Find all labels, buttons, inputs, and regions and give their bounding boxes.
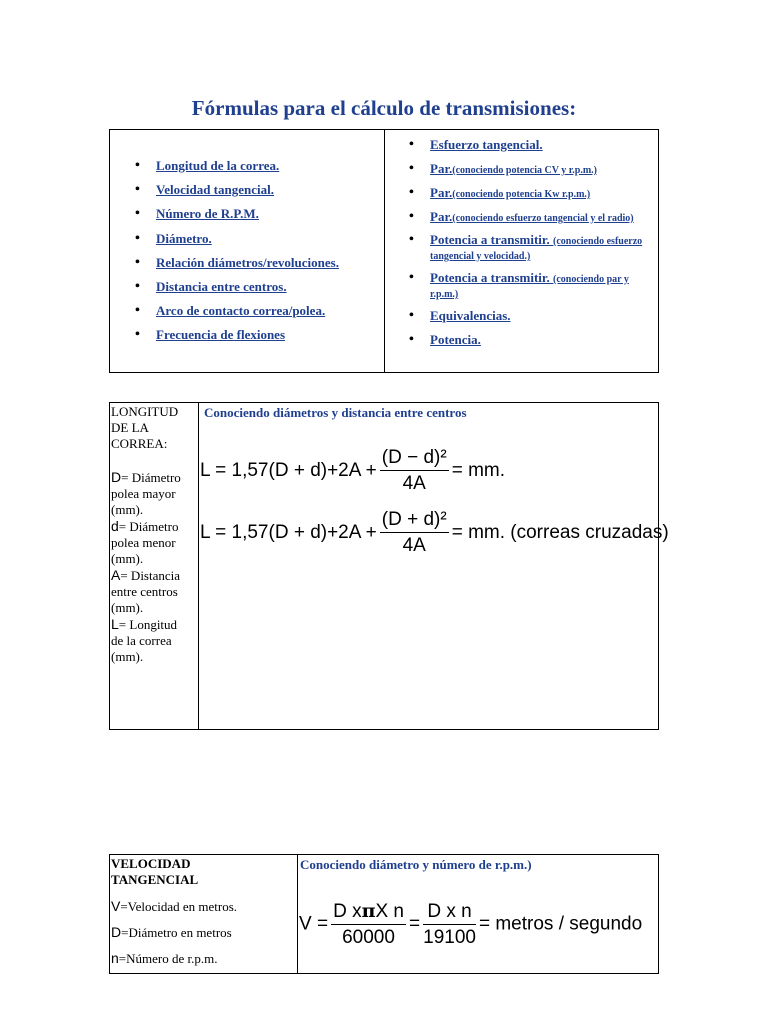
- toc-right-list: [406, 138, 658, 357]
- def-D: D= Diámetro polea mayor (mm).: [111, 469, 181, 517]
- def-L: L= Longitud de la correa (mm).: [111, 616, 178, 664]
- velocidad-section: [109, 854, 659, 974]
- longitud-subtitle: Conociendo diámetros y distancia entre centros: [204, 405, 467, 420]
- toc-link-velocidad[interactable]: • Velocidad tangencial.: [132, 182, 339, 206]
- toc-link-potencia-par[interactable]: • Potencia a transmitir. (conociendo par y r.p.m.): [406, 271, 658, 301]
- toc-left-list: [132, 158, 339, 352]
- velocidad-heading: VELOCIDAD TANGENCIAL: [111, 856, 199, 887]
- toc-link-arco[interactable]: • Arco de contacto correa/polea.: [132, 303, 339, 327]
- toc-link-equivalencias[interactable]: • Equivalencias.: [406, 309, 658, 325]
- def-A: A= Distancia entre centros (mm).: [111, 567, 181, 615]
- velocidad-divider: [297, 855, 298, 973]
- toc-link-par-kw[interactable]: • Par.(conociendo potencia Kw r.p.m.): [406, 186, 658, 202]
- toc-link-relacion[interactable]: • Relación diámetros/revoluciones.: [132, 255, 339, 279]
- toc-link-par-cv[interactable]: • Par.(conociendo potencia CV y r.p.m.): [406, 162, 658, 178]
- toc-link-potencia[interactable]: • Potencia.: [406, 333, 658, 349]
- def-D-metros: D=Diámetro en metros: [111, 924, 232, 940]
- toc-link-esfuerzo[interactable]: • Esfuerzo tangencial.: [406, 138, 658, 154]
- formula-velocidad: V = $\frac{\text{D xπX n}}{60000}$ = $\frac{\text{D x n}}{19100}$ = metros / segundo: [299, 900, 643, 948]
- page-title: Fórmulas para el cálculo de transmisiones:: [191, 96, 577, 120]
- toc-link-potencia-esfuerzo[interactable]: • Potencia a transmitir. (conociendo esfuerzo tangencial y velocidad.): [406, 233, 658, 263]
- velocidad-label-block: [111, 856, 295, 967]
- def-d: d= Diámetro polea menor (mm).: [111, 518, 179, 566]
- longitud-heading: LONGITUD DE LA CORREA:: [111, 404, 179, 451]
- longitud-section: [109, 402, 669, 730]
- formula-longitud-abierta: L = 1,57(D + d)+2A + $\frac{\text{(D − d)²}}{4A}$ = mm.: [200, 447, 506, 494]
- toc-link-distancia[interactable]: • Distancia entre centros.: [132, 279, 339, 303]
- longitud-label-block: [111, 404, 197, 665]
- def-V: V=Velocidad en metros.: [111, 898, 238, 914]
- velocidad-subtitle: Conociendo diámetro y número de r.p.m.): [300, 857, 532, 872]
- def-n: n=Número de r.p.m.: [111, 950, 218, 966]
- toc-link-longitud[interactable]: • Longitud de la correa.: [132, 158, 339, 182]
- formula-longitud-cruzada: L = 1,57(D + d)+2A + $\frac{\text{(D + d)²}}{4A}$ = mm. (correas cruzadas): [200, 509, 669, 556]
- longitud-divider: [198, 403, 199, 729]
- toc-box: [109, 129, 659, 373]
- toc-link-diametro[interactable]: • Diámetro.: [132, 231, 339, 255]
- toc-link-par-esfuerzo[interactable]: • Par.(conociendo esfuerzo tangencial y el radio): [406, 210, 658, 225]
- toc-link-rpm[interactable]: • Número de R.P.M.: [132, 206, 339, 230]
- toc-link-frecuencia[interactable]: • Frecuencia de flexiones: [132, 327, 339, 351]
- toc-divider: [384, 130, 385, 372]
